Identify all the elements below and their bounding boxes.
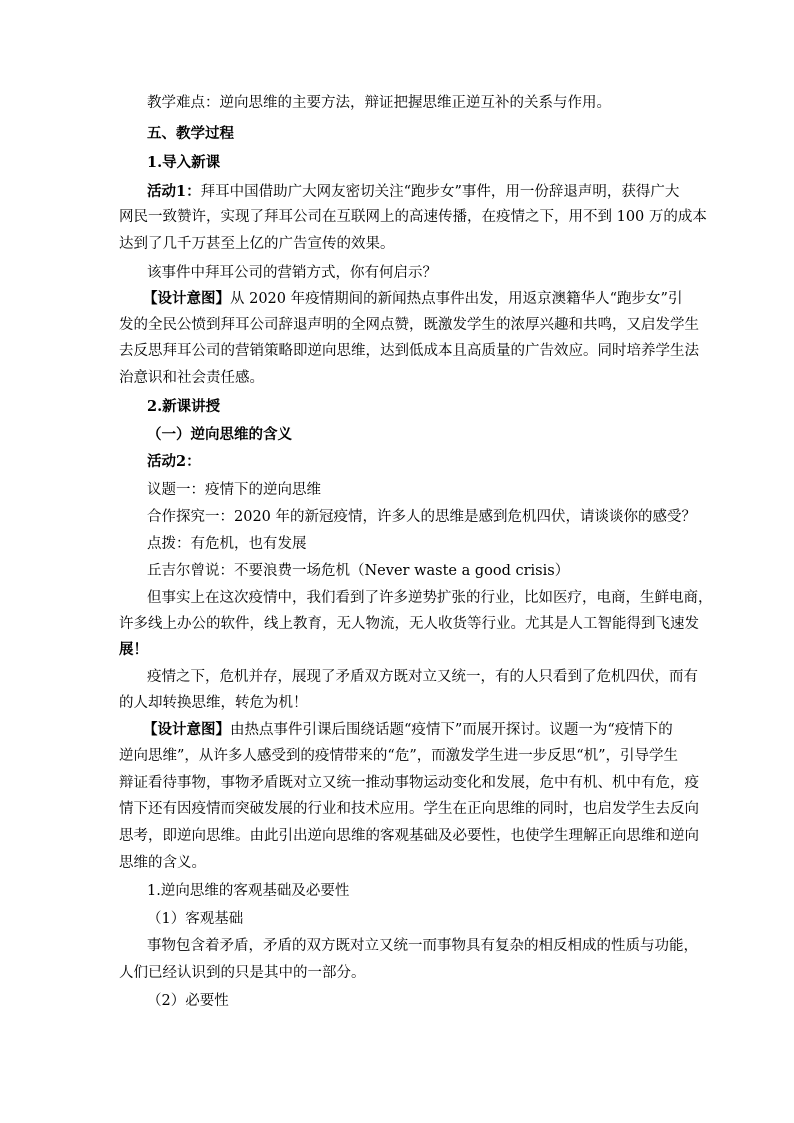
section-heading-teaching-process: 五、教学过程 [147, 125, 234, 142]
paragraph1-line1: 但事实上在这次疫情中，我们看到了许多逆势扩张的行业，比如医疗，电商，生鲜电商， [147, 590, 713, 606]
point1b-heading: （2）必要性 [147, 993, 229, 1009]
paragraph3-line1: 事物包含着矛盾，矛盾的双方既对立又统一而事物具有复杂的相反相成的性质与功能， [147, 938, 698, 954]
activity1-label: 活动1： [147, 183, 201, 200]
design-intent2-line2: 逆向思维”，从许多人感受到的疫情带来的“危”，而激发学生进一步反思“机”，引导学生 [119, 748, 679, 764]
paragraph3-line2: 人们已经认识到的只是其中的一部分。 [119, 965, 366, 981]
point1a-heading: （1）客观基础 [147, 911, 244, 927]
design-intent1-text: 从 2020 年疫情期间的新闻热点事件出发，用返京澳籍华人“跑步女”引 [230, 291, 683, 307]
churchill-quote: 丘吉尔曾说：不要浪费一场危机（Never waste a good crisis） [147, 563, 570, 579]
paragraph2-line1: 疫情之下，危机并存，展现了矛盾双方既对立又统一，有的人只看到了危机四伏，而有 [147, 669, 698, 685]
paragraph2-line2: 的人却转换思维，转危为机！ [119, 695, 308, 711]
heading-intro-new-lesson: 1.导入新课 [147, 154, 221, 171]
design-intent2-line5: 思考，即逆向思维。由此引出逆向思维的客观基础及必要性，也使学生理解正向思维和逆向 [119, 828, 699, 844]
activity1-line2: 网民一致赞许，实现了拜耳公司在互联网上的高速传播，在疫情之下，用不到 100 万的成本 [119, 209, 707, 225]
heading-new-lesson: 2.新课讲授 [147, 398, 221, 415]
paragraph1-line2 [0, 613, 794, 635]
paragraph1-line2-text: 许多线上办公的软件，线上教育，无人物流，无人收货等行业。尤其是人工智能得到飞速发 [119, 616, 699, 632]
design-intent1-line2: 发的全民公愤到拜耳公司辞退声明的全网点赞，既激发学生的浓厚兴趣和共鸣，又启发学生 [119, 317, 699, 333]
subheading-meaning: （一）逆向思维的含义 [147, 426, 292, 443]
design-intent2-text: 由热点事件引课后围绕话题“疫情下”而展开探讨。议题一为“疫情下的 [230, 722, 673, 738]
design-intent1-line4: 治意识和社会责任感。 [119, 370, 264, 386]
activity1-line [0, 181, 794, 203]
design-intent1-line3: 去反思拜耳公司的营销策略即逆向思维，达到低成本且高质量的广告效应。同时培养学生法 [119, 343, 699, 359]
teaching-difficulty: 教学难点：逆向思维的主要方法，辩证把握思维正逆互补的关系与作用。 [147, 95, 611, 111]
design-intent2-line1 [0, 719, 794, 741]
activity1-line3: 达到了几千万甚至上亿的广告宣传的效果。 [119, 236, 395, 252]
activity1-text: 拜耳中国借助广大网友密切关注“跑步女”事件，用一份辞退声明，获得广大 [200, 184, 680, 200]
question1: 该事件中拜耳公司的营销方式，你有何启示？ [147, 265, 437, 281]
design-intent2-line3: 辩证看待事物，事物矛盾既对立又统一推动事物运动变化和发展，危中有机、机中有危，疫 [119, 775, 699, 791]
paragraph1-line3: 展！ [119, 641, 148, 658]
topic1: 议题一：疫情下的逆向思维 [147, 482, 321, 498]
activity2-label: 活动2： [147, 453, 201, 470]
cooperation-inquiry1: 合作探究一：2020 年的新冠疫情，许多人的思维是感到危机四伏，请谈谈你的感受？ [147, 509, 697, 525]
design-intent1-line1 [0, 288, 794, 310]
design-intent1-label: 【设计意图】 [143, 290, 230, 307]
point1-heading: 1.逆向思维的客观基础及必要性 [147, 883, 350, 899]
hint-line: 点拨：有危机，也有发展 [147, 536, 307, 552]
design-intent2-label: 【设计意图】 [143, 721, 230, 738]
design-intent2-line4: 情下还有因疫情而突破发展的行业和技术应用。学生在正向思维的同时，也启发学生去反向 [119, 801, 699, 817]
design-intent2-line6: 思维的含义。 [119, 855, 206, 871]
